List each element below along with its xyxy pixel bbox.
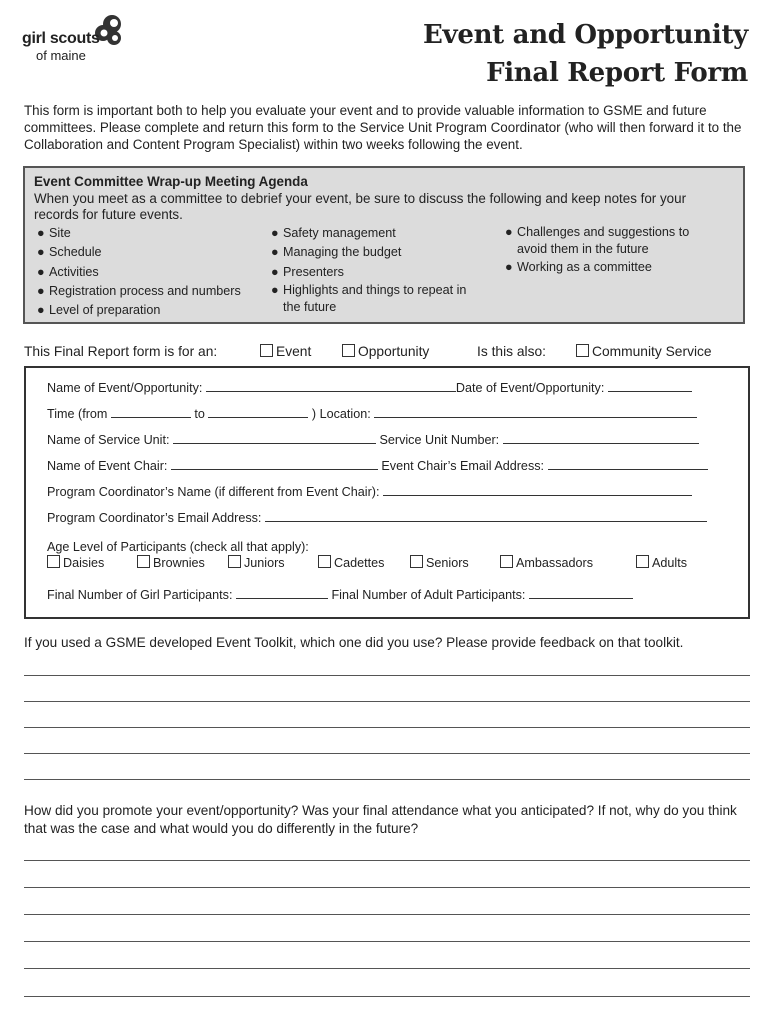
agenda-item: ● Safety management xyxy=(271,226,396,240)
community-service-checkbox[interactable] xyxy=(576,344,589,357)
answer-line[interactable] xyxy=(24,968,750,969)
time-location-field[interactable]: Time (from to ) Location: xyxy=(47,406,697,422)
age-option[interactable]: Juniors xyxy=(228,555,285,571)
logo-wordmark: girl scouts xyxy=(22,30,100,47)
opportunity-option[interactable]: Opportunity xyxy=(342,344,429,359)
age-option[interactable]: Seniors xyxy=(410,555,469,571)
form-type-label: This Final Report form is for an: xyxy=(24,344,218,359)
agenda-item: ● Schedule xyxy=(37,245,102,260)
agenda-item: ● Managing the budget xyxy=(271,245,402,260)
agenda-column-1 xyxy=(35,224,241,320)
event-chair-field[interactable]: Name of Event Chair: Event Chair’s Email Address: xyxy=(47,458,708,474)
page-title xyxy=(423,16,748,92)
coordinator-email-field[interactable]: Program Coordinator’s Email Address: xyxy=(47,510,707,526)
answer-line[interactable] xyxy=(24,727,750,728)
agenda-item: ● Working as a committee xyxy=(505,260,652,274)
title-line-2: Final Report Form xyxy=(486,58,748,88)
participant-count-field[interactable]: Final Number of Girl Participants: Final Number of Adult Participants: xyxy=(47,587,633,603)
logo-subtext: of maine xyxy=(36,48,86,63)
answer-line[interactable] xyxy=(24,701,750,702)
agenda-item: ● Highlights and things to repeat in xyxy=(271,282,467,297)
agenda-item: ● Challenges and suggestions to xyxy=(505,225,690,239)
event-option[interactable]: Event xyxy=(260,344,311,359)
answer-line[interactable] xyxy=(24,860,750,861)
event-details-box xyxy=(24,366,750,619)
agenda-item-continuation: the future xyxy=(283,299,337,314)
agenda-item: ● Activities xyxy=(37,264,99,279)
promotion-question: How did you promote your event/opportunity? Was your final attendance what you anticipated? If not, why do you think that was the case and what would you do differently in the future? xyxy=(24,803,737,836)
agenda-heading: Event Committee Wrap-up Meeting Agenda xyxy=(34,174,308,189)
agenda-item: ● Presenters xyxy=(271,264,344,279)
intro-paragraph: This form is important both to help you evaluate your event and to provide valuable information to GSME and future committees. Please complete and return this form to the Service Unit Program Coordinator (who will then forward it to the Collaboration and Content Program Specialist) within two weeks following the event. xyxy=(24,103,742,152)
answer-line[interactable] xyxy=(24,887,750,888)
agenda-item: ● Registration process and numbers xyxy=(37,283,241,298)
agenda-item: ● Level of preparation xyxy=(37,303,161,318)
event-checkbox[interactable] xyxy=(260,344,273,357)
age-option[interactable]: Brownies xyxy=(137,555,205,571)
agenda-box xyxy=(23,166,745,324)
answer-line[interactable] xyxy=(24,753,750,754)
coordinator-name-field[interactable]: Program Coordinator’s Name (if different from Event Chair): xyxy=(47,484,692,500)
age-option[interactable]: Ambassadors xyxy=(500,555,593,571)
opportunity-checkbox[interactable] xyxy=(342,344,355,357)
answer-line[interactable] xyxy=(24,779,750,780)
agenda-item-continuation: avoid them in the future xyxy=(517,242,649,256)
answer-line[interactable] xyxy=(24,996,750,997)
age-level-label: Age Level of Participants (check all that apply): xyxy=(47,540,309,554)
toolkit-question: If you used a GSME developed Event Toolkit, which one did you use? Please provide feedback on that toolkit. xyxy=(24,635,684,650)
answer-line[interactable] xyxy=(24,675,750,676)
age-option[interactable]: Adults xyxy=(636,555,687,571)
agenda-description: When you meet as a committee to debrief your event, be sure to discuss the following and keep notes for your records for future events. xyxy=(34,191,687,222)
answer-line[interactable] xyxy=(24,914,750,915)
title-line-1: Event and Opportunity xyxy=(423,20,748,50)
agenda-item: ● Site xyxy=(37,226,71,240)
agenda-column-2 xyxy=(269,224,466,316)
answer-line[interactable] xyxy=(24,941,750,942)
age-option[interactable]: Cadettes xyxy=(318,555,384,571)
agenda-column-3 xyxy=(503,224,689,277)
gsme-logo xyxy=(22,14,122,64)
form-type-row xyxy=(24,344,732,364)
age-option[interactable]: Daisies xyxy=(47,555,104,571)
community-service-option[interactable]: Community Service xyxy=(576,344,712,359)
event-name-field[interactable]: Name of Event/Opportunity: Date of Event/Opportunity: xyxy=(47,380,692,396)
also-label: Is this also: xyxy=(477,344,547,359)
service-unit-field[interactable]: Name of Service Unit: Service Unit Number: xyxy=(47,432,699,448)
